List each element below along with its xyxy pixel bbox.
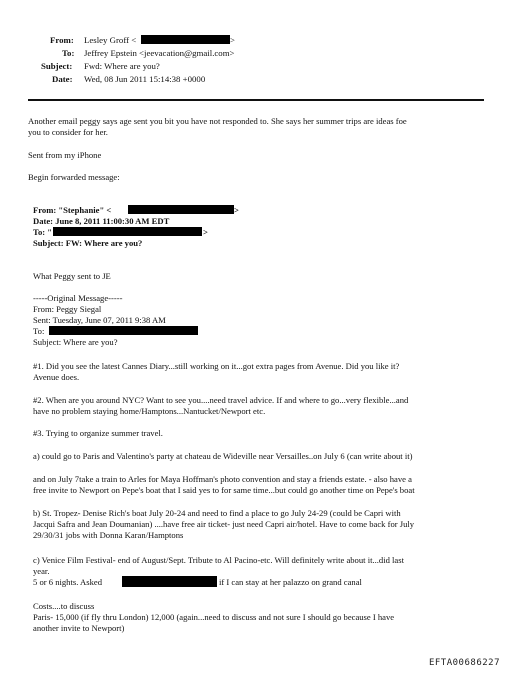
header-date-value: Wed, 08 Jun 2011 15:14:38 +0000 (84, 74, 206, 84)
sent-from-iphone: Sent from my iPhone (28, 150, 102, 160)
header-from-close: > (230, 35, 235, 45)
header-from-value: Lesley Groff < (84, 35, 137, 45)
header-date-label: Date: (52, 74, 73, 84)
header-subject-label: Subject: (41, 61, 73, 71)
para-1-line-2: Avenue does. (33, 372, 80, 382)
redaction-block (53, 227, 202, 236)
bates-number: EFTA00686227 (428, 658, 500, 668)
header-divider (28, 99, 484, 101)
intro-line-2: you to consider for her. (28, 127, 108, 137)
para-a: a) could go to Paris and Valentino's party at chateau de Wideville near Versailles..on July 6 (can write about it) (33, 451, 413, 461)
original-message: -----Original Message----- (33, 293, 123, 303)
header-subject-value: Fwd: Where are you? (84, 61, 160, 71)
para-2-line-1: #2. When are you around NYC? Want to see you....need travel advice. If and where to go...very flexible...and (33, 395, 409, 405)
orig-to: To: (33, 326, 45, 336)
redaction-block (128, 205, 234, 214)
fwd-date: Date: June 8, 2011 11:00:30 AM EDT (33, 216, 170, 226)
orig-sent: Sent: Tuesday, June 07, 2011 9:38 AM (33, 315, 166, 325)
orig-from: From: Peggy Siegal (33, 304, 102, 314)
redaction-block (122, 576, 217, 587)
begin-forwarded: Begin forwarded message: (28, 172, 120, 182)
intro-line-1: Another email peggy says age sent you bit you have not responded to. She says her summer trips are ideas foe (28, 116, 407, 126)
orig-subject: Subject: Where are you? (33, 337, 118, 347)
fwd-to-close: > (203, 227, 208, 237)
costs-line-2: Paris- 15,000 (if fly thru London) 12,000 (again...need to discuss and not sure I should go because I have (33, 612, 395, 622)
fwd-to: To: " (33, 227, 53, 237)
para-c-line-2: year. (33, 566, 50, 576)
fwd-from: From: "Stephanie" < (33, 205, 112, 215)
para-2-line-2: have no problem staying home/Hamptons...Nantucket/Newport etc. (33, 406, 266, 416)
para-b-line-3: 29/30/31 jobs with Donna Karan/Hamptons (33, 530, 184, 540)
fwd-from-close: > (234, 205, 239, 215)
costs-line-3: another invite to Newport) (33, 623, 125, 633)
para-1-line-1: #1. Did you see the latest Cannes Diary...still working on it...got extra pages from Avenue. Did you like it? (33, 361, 400, 371)
costs-line-1: Costs....to discuss (33, 601, 95, 611)
para-b-line-2: Jacqui Safra and Jean Doumanian) ....have free air ticket- just need Capri air/hotel. Have to come back for July (33, 519, 415, 529)
para-c-line-3b: if I can stay at her palazzo on grand canal (219, 577, 362, 587)
redaction-block (49, 326, 198, 335)
para-c-line-3a: 5 or 6 nights. Asked (33, 577, 102, 587)
header-to-value: Jeffrey Epstein <jeevacation@gmail.com> (84, 48, 235, 58)
header-to-label: To: (62, 48, 75, 58)
fwd-subject: Subject: FW: Where are you? (33, 238, 143, 248)
header-from-label: From: (50, 35, 74, 45)
para-july-line-1: and on July 7take a train to Arles for Maya Hoffman's photo convention and stay a friends estate. - also have a (33, 474, 412, 484)
para-b-line-1: b) St. Tropez- Denise Rich's boat July 20-24 and need to find a place to go July 24-29 (could be Capri with (33, 508, 401, 518)
para-3: #3. Trying to organize summer travel. (33, 428, 163, 438)
redaction-block (141, 35, 230, 44)
what-peggy-sent: What Peggy sent to JE (33, 271, 111, 281)
para-july-line-2: free invite to Newport on Pepe's boat that I said yes to for same time...but could go another time on Pepe's boat (33, 485, 415, 495)
para-c-line-1: c) Venice Film Festival- end of August/Sept. Tribute to Al Pacino-etc. Will definitely write about it...did last (33, 555, 404, 565)
